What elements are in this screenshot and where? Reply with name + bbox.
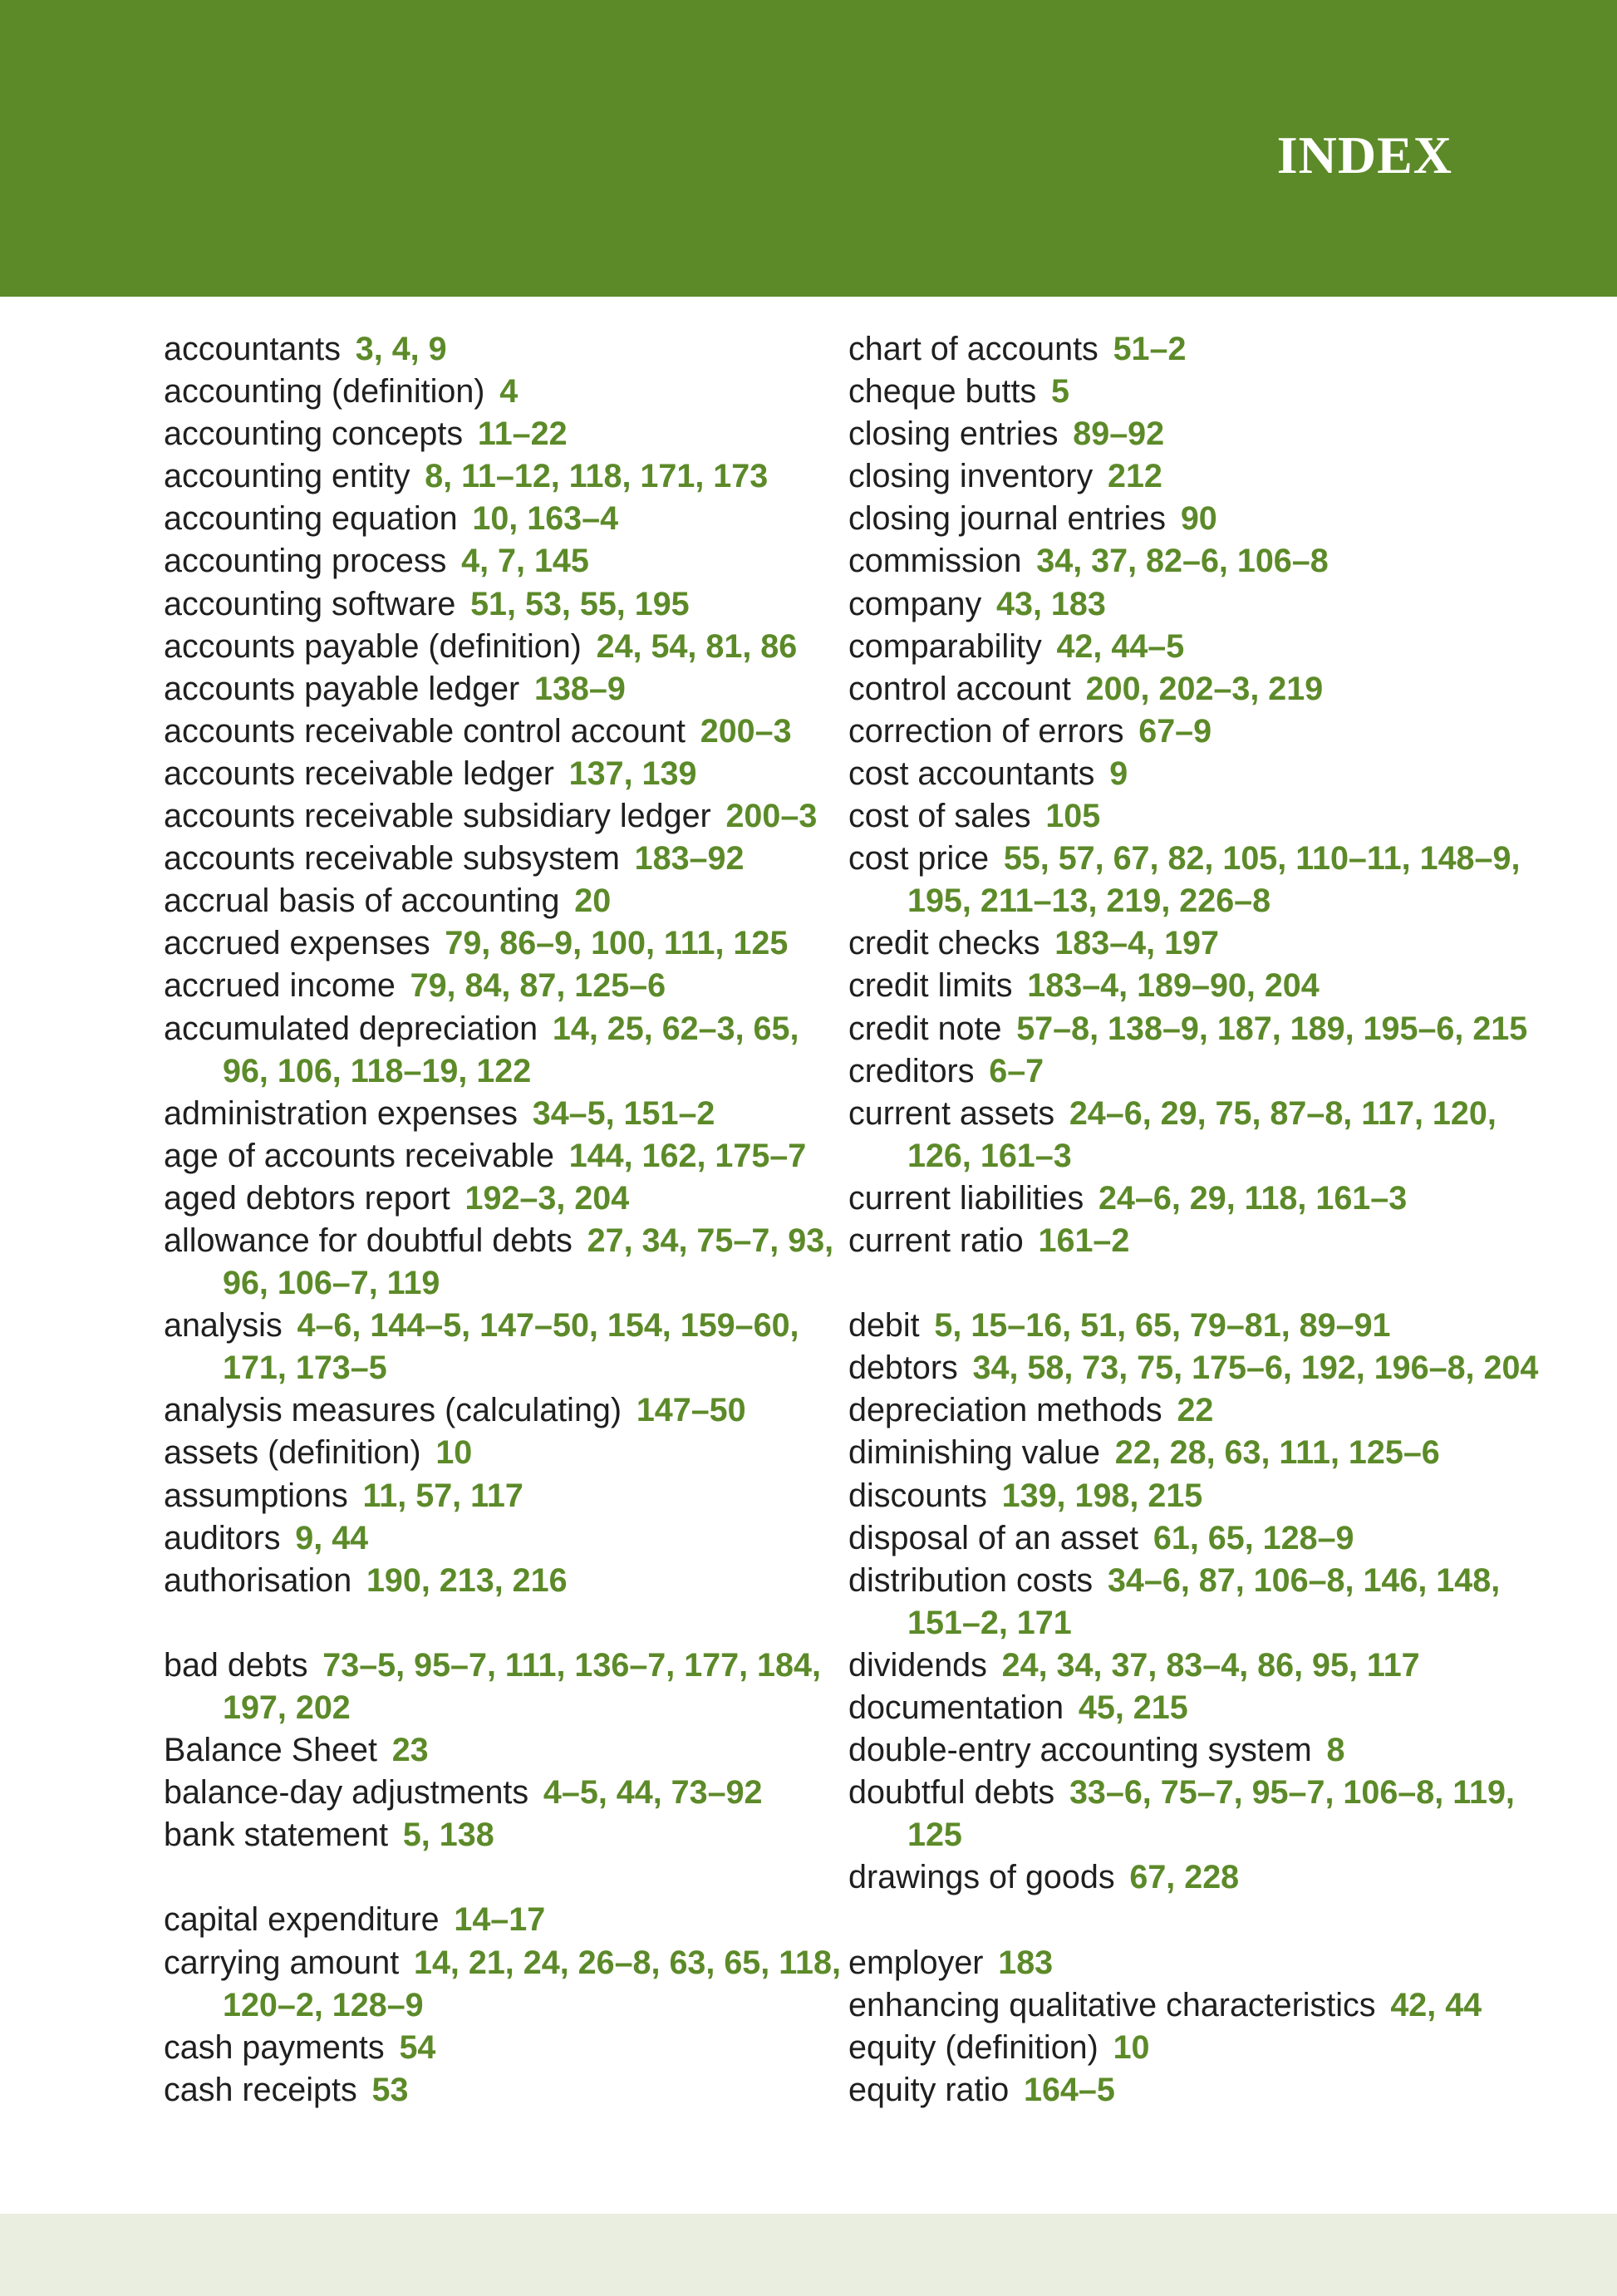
index-term: cash receipts (164, 2071, 357, 2108)
index-term: credit limits (848, 967, 1013, 1005)
index-pages: 43, 183 (996, 585, 1106, 622)
index-pages: 4–6, 144–5, 147–50, 154, 159–60, 171, 173–5 (223, 1307, 799, 1387)
index-pages: 137, 139 (568, 755, 697, 792)
index-entry (848, 626, 1546, 668)
index-term: accounting software (164, 585, 456, 622)
index-term: documentation (848, 1689, 1064, 1726)
index-term: bank statement (164, 1817, 389, 1854)
index-pages: 4 (499, 373, 519, 411)
index-pages: 183–92 (634, 840, 745, 878)
index-pages: 24, 54, 81, 86 (596, 627, 798, 665)
index-term: equity ratio (848, 2071, 1010, 2108)
index-term: doubtful debts (848, 1774, 1055, 1812)
index-entry (164, 1432, 845, 1474)
index-term: accounting process (164, 543, 447, 580)
index-pages: 5, 15–16, 51, 65, 79–81, 89–91 (934, 1307, 1391, 1345)
index-term: accounts payable ledger (164, 670, 520, 707)
index-pages: 11–22 (477, 415, 568, 453)
index-entry (164, 1560, 845, 1602)
index-entry (848, 2027, 1546, 2069)
index-term: commission (848, 543, 1022, 580)
index-pages: 73–5, 95–7, 111, 136–7, 177, 184, 197, 202 (223, 1646, 821, 1726)
index-pages: 183 (998, 1944, 1054, 1981)
index-term: current liabilities (848, 1179, 1084, 1217)
index-column-right (848, 328, 1546, 2112)
index-entry (164, 455, 845, 498)
index-term: company (848, 585, 982, 622)
index-pages: 144, 162, 175–7 (568, 1137, 807, 1174)
index-pages: 8, 11–12, 118, 171, 173 (425, 458, 769, 495)
index-column-left (164, 328, 845, 2112)
index-pages: 79, 86–9, 100, 111, 125 (445, 925, 789, 962)
index-term: cheque butts (848, 373, 1037, 411)
index-term: debit (848, 1307, 920, 1345)
index-entry (164, 626, 845, 668)
index-entry (164, 1645, 845, 1729)
index-entry (164, 1475, 845, 1517)
index-term: closing entries (848, 415, 1059, 453)
index-term: cost of sales (848, 798, 1031, 835)
index-entry (848, 838, 1546, 922)
index-pages: 22, 28, 63, 111, 125–6 (1114, 1434, 1440, 1472)
index-pages: 5, 138 (402, 1817, 494, 1854)
index-pages: 11, 57, 117 (362, 1477, 523, 1514)
index-pages: 53 (371, 2071, 409, 2108)
index-term: accumulated depreciation (164, 1010, 538, 1047)
index-pages: 5 (1050, 373, 1069, 411)
index-pages: 10 (1113, 2028, 1150, 2066)
index-entry (164, 1008, 845, 1093)
index-entry (164, 371, 845, 413)
index-pages: 22 (1177, 1392, 1214, 1429)
page-title: INDEX (1276, 125, 1452, 184)
index-entry (848, 1389, 1546, 1432)
index-pages: 138–9 (533, 670, 626, 707)
index-entry (164, 668, 845, 710)
index-term: accounting equation (164, 500, 458, 538)
index-entry (164, 498, 845, 540)
index-term: age of accounts receivable (164, 1137, 554, 1174)
index-entry (164, 328, 845, 371)
index-pages: 9, 44 (295, 1519, 369, 1556)
index-entry (848, 1475, 1546, 1517)
index-term: credit checks (848, 925, 1040, 962)
index-term: current assets (848, 1094, 1055, 1132)
index-pages: 24–6, 29, 118, 161–3 (1098, 1179, 1408, 1217)
index-pages: 20 (574, 883, 612, 920)
index-entry (848, 1856, 1546, 1899)
index-term: discounts (848, 1477, 987, 1514)
index-term: accounts payable (definition) (164, 627, 582, 665)
index-term: balance-day adjustments (164, 1774, 529, 1812)
index-entry (164, 413, 845, 455)
footer-band (0, 2214, 1617, 2296)
index-entry (164, 922, 845, 965)
index-entry (164, 880, 845, 922)
index-entry (164, 540, 845, 583)
index-entry (848, 1645, 1546, 1687)
index-entry (848, 1772, 1546, 1856)
index-pages: 183–4, 189–90, 204 (1027, 967, 1320, 1005)
index-entry (848, 1008, 1546, 1050)
index-term: debtors (848, 1350, 958, 1387)
index-pages: 51, 53, 55, 195 (470, 585, 690, 622)
index-pages: 8 (1326, 1732, 1345, 1769)
page-header (0, 0, 1617, 297)
index-pages: 23 (391, 1732, 429, 1769)
index-entry (164, 838, 845, 880)
index-term: authorisation (164, 1561, 352, 1599)
index-term: equity (definition) (848, 2028, 1098, 2066)
index-pages: 161–2 (1038, 1222, 1130, 1259)
index-entry (164, 1135, 845, 1177)
index-term: bad debts (164, 1646, 308, 1684)
index-term: allowance for doubtful debts (164, 1222, 573, 1259)
index-term: accrued income (164, 967, 396, 1005)
index-pages: 34–5, 151–2 (532, 1094, 715, 1132)
index-entry (848, 455, 1546, 498)
index-entry (164, 2069, 845, 2112)
index-term: creditors (848, 1052, 975, 1089)
index-entry (164, 710, 845, 753)
index-term: closing inventory (848, 458, 1094, 495)
index-pages: 6–7 (989, 1052, 1044, 1089)
index-pages: 105 (1045, 798, 1101, 835)
index-term: accounts receivable control account (164, 712, 686, 750)
index-term: correction of errors (848, 712, 1124, 750)
index-entry (164, 753, 845, 795)
index-term: accounts receivable subsidiary ledger (164, 798, 711, 835)
index-term: distribution costs (848, 1561, 1094, 1599)
index-entry (848, 328, 1546, 371)
index-term: capital expenditure (164, 1901, 440, 1939)
index-pages: 212 (1107, 458, 1162, 495)
index-term: comparability (848, 627, 1042, 665)
index-entry (164, 1729, 845, 1772)
index-pages: 33–6, 75–7, 95–7, 106–8, 119, 125 (907, 1774, 1515, 1854)
index-term: credit note (848, 1010, 1002, 1047)
index-term: accountants (164, 331, 342, 367)
index-term: analysis (164, 1307, 283, 1345)
index-pages: 34, 37, 82–6, 106–8 (1036, 543, 1329, 580)
index-entry (848, 795, 1546, 838)
index-term: accounting entity (164, 458, 410, 495)
index-entry (164, 1517, 845, 1560)
index-pages: 42, 44 (1390, 1986, 1482, 2023)
index-entry (164, 1942, 845, 2027)
index-pages: 42, 44–5 (1056, 627, 1185, 665)
index-term: carrying amount (164, 1944, 400, 1981)
index-term: aged debtors report (164, 1179, 450, 1217)
index-pages: 67, 228 (1129, 1859, 1240, 1896)
index-entry (848, 1093, 1546, 1177)
index-entry (164, 1177, 845, 1220)
index-entry (848, 965, 1546, 1007)
index-term: closing journal entries (848, 500, 1167, 538)
index-pages: 147–50 (636, 1392, 746, 1429)
index-entry (848, 668, 1546, 710)
index-pages: 67–9 (1138, 712, 1212, 750)
index-term: current ratio (848, 1222, 1024, 1259)
index-term: depreciation methods (848, 1392, 1162, 1429)
index-entry (848, 498, 1546, 540)
index-term: accounting (definition) (164, 373, 485, 411)
index-pages: 183–4, 197 (1054, 925, 1219, 962)
index-pages: 14, 25, 62–3, 65, 96, 106, 118–19, 122 (223, 1010, 799, 1089)
index-pages: 24, 34, 37, 83–4, 86, 95, 117 (1001, 1646, 1420, 1684)
index-entry (164, 1093, 845, 1135)
index-term: accounting concepts (164, 415, 464, 453)
index-term: assumptions (164, 1477, 348, 1514)
index-term: cost accountants (848, 755, 1095, 792)
index-pages: 164–5 (1023, 2071, 1115, 2108)
index-term: accrued expenses (164, 925, 430, 962)
index-entry (164, 1389, 845, 1432)
index-term: dividends (848, 1646, 987, 1684)
index-entry (164, 1899, 845, 1941)
index-pages: 3, 4, 9 (355, 331, 447, 367)
index-pages: 4–5, 44, 73–92 (543, 1774, 763, 1812)
index-entry (848, 753, 1546, 795)
index-entry (848, 1347, 1546, 1389)
index-entry (848, 710, 1546, 753)
index-pages: 34, 58, 73, 75, 175–6, 192, 196–8, 204 (972, 1350, 1539, 1387)
index-entry (848, 1984, 1546, 2027)
index-entry (848, 1560, 1546, 1645)
index-entry (848, 1220, 1546, 1262)
index-entry (848, 413, 1546, 455)
index-pages: 54 (399, 2028, 436, 2066)
index-pages: 14, 21, 24, 26–8, 63, 65, 118, 120–2, 128–9 (223, 1944, 841, 2023)
index-entry (164, 2027, 845, 2069)
index-pages: 9 (1109, 755, 1128, 792)
index-pages: 89–92 (1073, 415, 1165, 453)
index-pages: 79, 84, 87, 125–6 (410, 967, 666, 1005)
index-term: diminishing value (848, 1434, 1101, 1472)
index-pages: 10, 163–4 (472, 500, 619, 538)
index-pages: 24–6, 29, 75, 87–8, 117, 120, 126, 161–3 (907, 1094, 1497, 1174)
index-term: enhancing qualitative characteristics (848, 1986, 1376, 2023)
index-term: accounts receivable subsystem (164, 840, 620, 878)
index-term: assets (definition) (164, 1434, 421, 1472)
index-pages: 14–17 (454, 1901, 546, 1939)
index-entry (848, 1050, 1546, 1093)
index-entry (164, 583, 845, 626)
index-entry (164, 1772, 845, 1814)
index-entry (848, 583, 1546, 626)
index-pages: 200, 202–3, 219 (1085, 670, 1324, 707)
index-pages: 90 (1180, 500, 1217, 538)
index-term: analysis measures (calculating) (164, 1392, 622, 1429)
index-entry (848, 1729, 1546, 1772)
index-pages: 27, 34, 75–7, 93, 96, 106–7, 119 (223, 1222, 834, 1302)
index-pages: 51–2 (1113, 331, 1187, 367)
index-term: cost price (848, 840, 990, 878)
index-term: cash payments (164, 2028, 385, 2066)
index-pages: 192–3, 204 (464, 1179, 630, 1217)
index-term: double-entry accounting system (848, 1732, 1312, 1769)
index-term: accounts receivable ledger (164, 755, 554, 792)
index-pages: 10 (435, 1434, 473, 1472)
index-pages: 61, 65, 128–9 (1153, 1519, 1354, 1556)
index-term: auditors (164, 1519, 281, 1556)
index-entry (848, 2069, 1546, 2112)
index-pages: 4, 7, 145 (461, 543, 589, 580)
index-entry (848, 540, 1546, 583)
index-term: disposal of an asset (848, 1519, 1139, 1556)
index-entry (848, 1942, 1546, 1984)
index-entry (164, 1814, 845, 1856)
index-entry (848, 1305, 1546, 1347)
index-entry (848, 1687, 1546, 1729)
index-term: chart of accounts (848, 331, 1098, 367)
index-pages: 45, 215 (1078, 1689, 1188, 1726)
index-entry (164, 1305, 845, 1389)
index-pages: 34–6, 87, 106–8, 146, 148, 151–2, 171 (907, 1561, 1501, 1641)
index-pages: 190, 213, 216 (366, 1561, 568, 1599)
index-entry (164, 965, 845, 1007)
index-entry (848, 1177, 1546, 1220)
index-term: drawings of goods (848, 1859, 1115, 1896)
index-term: accrual basis of accounting (164, 883, 560, 920)
index-entry (848, 922, 1546, 965)
index-entry (164, 795, 845, 838)
index-term: administration expenses (164, 1094, 518, 1132)
index-pages: 57–8, 138–9, 187, 189, 195–6, 215 (1016, 1010, 1528, 1047)
index-entry (848, 371, 1546, 413)
index-entry (848, 1432, 1546, 1474)
index-term: employer (848, 1944, 984, 1981)
index-term: control account (848, 670, 1071, 707)
index-entry (164, 1220, 845, 1305)
index-term: Balance Sheet (164, 1732, 377, 1769)
index-entry (848, 1517, 1546, 1560)
index-pages: 200–3 (725, 798, 818, 835)
index-pages: 200–3 (700, 712, 792, 750)
index-pages: 139, 198, 215 (1001, 1477, 1203, 1514)
index-pages: 55, 57, 67, 82, 105, 110–11, 148–9, 195, 211–13, 219, 226–8 (907, 840, 1521, 920)
